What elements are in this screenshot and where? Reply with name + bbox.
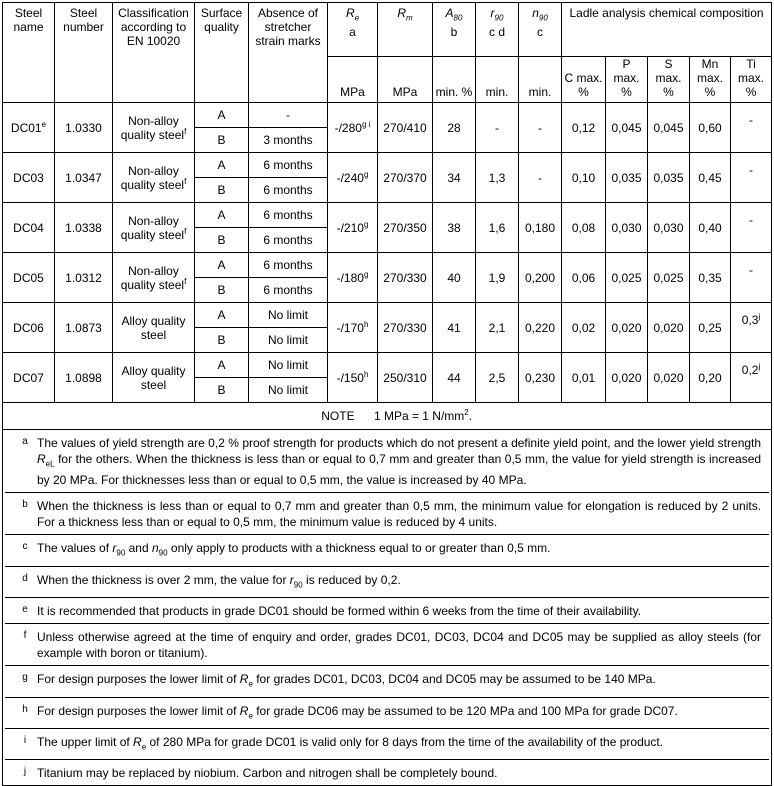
cell-surface-quality: A bbox=[195, 253, 249, 278]
note-text: 1 MPa = 1 $N/mm^2$. bbox=[373, 408, 473, 423]
footnote-mark: c bbox=[22, 541, 28, 553]
header-re: $R_e$ a bbox=[328, 3, 378, 57]
footnote-j bbox=[5, 759, 769, 785]
header-n90: $n_{90}$ c bbox=[519, 3, 562, 57]
footnote-mark: b bbox=[22, 499, 28, 511]
table-row bbox=[3, 353, 772, 378]
cell-rm: 270/330 bbox=[378, 303, 433, 353]
header-a80: $A_{80}$ b bbox=[433, 3, 476, 57]
cell-c: 0,06 bbox=[562, 253, 606, 303]
cell-rm: 250/310 bbox=[378, 353, 433, 403]
header-re-unit: MPa bbox=[328, 57, 378, 103]
footnote-text: When the thickness is over 2 mm, the value for $r_{90}$ is reduced by 0,2. bbox=[37, 572, 401, 590]
cell-s: 0,025 bbox=[648, 253, 690, 303]
cell-steel-number: 1.0873 bbox=[55, 303, 113, 353]
cell-mn: 0,60 bbox=[690, 103, 731, 153]
cell-re: $-/280^{g i}$ bbox=[328, 103, 378, 153]
cell-steel-number: 1.0330 bbox=[55, 103, 113, 153]
cell-rm: 270/370 bbox=[378, 153, 433, 203]
cell-a80: 41 bbox=[433, 303, 476, 353]
cell-steel-name: DC05 bbox=[3, 253, 55, 303]
cell-steel-number: 1.0347 bbox=[55, 153, 113, 203]
cell-a80: 38 bbox=[433, 203, 476, 253]
footnote-c bbox=[5, 534, 769, 565]
cell-absence: 6 months bbox=[249, 228, 328, 253]
cell-s: 0,020 bbox=[648, 303, 690, 353]
cell-classification: Alloy quality steel bbox=[113, 353, 195, 403]
cell-mn: 0,40 bbox=[690, 203, 731, 253]
table-row bbox=[3, 253, 772, 278]
cell-n90: 0,230 bbox=[519, 353, 562, 403]
header-steel-number: Steel number bbox=[55, 3, 113, 103]
cell-a80: 40 bbox=[433, 253, 476, 303]
cell-rm: 270/350 bbox=[378, 203, 433, 253]
cell-ti: - bbox=[731, 203, 772, 253]
cell-classification: Non-alloy quality steel$^f$ bbox=[113, 203, 195, 253]
cell-r90: - bbox=[476, 103, 519, 153]
cell-n90: 0,180 bbox=[519, 203, 562, 253]
cell-c: 0,10 bbox=[562, 153, 606, 203]
cell-mn: 0,20 bbox=[690, 353, 731, 403]
footnote-h bbox=[5, 697, 769, 728]
cell-surface-quality: B bbox=[195, 178, 249, 203]
cell-rm: 270/330 bbox=[378, 253, 433, 303]
header-rm-unit: MPa bbox=[378, 57, 433, 103]
cell-classification: Non-alloy quality steel$^f$ bbox=[113, 103, 195, 153]
cell-ti: 0,3$^j$ bbox=[731, 303, 772, 353]
cell-absence: No limit bbox=[249, 303, 328, 328]
header-p: P max. % bbox=[606, 57, 648, 103]
cell-c: 0,01 bbox=[562, 353, 606, 403]
cell-steel-number: 1.0898 bbox=[55, 353, 113, 403]
cell-surface-quality: A bbox=[195, 303, 249, 328]
header-r90-unit: min. bbox=[476, 57, 519, 103]
cell-surface-quality: B bbox=[195, 128, 249, 153]
cell-c: 0,02 bbox=[562, 303, 606, 353]
footnote-f bbox=[5, 623, 769, 665]
cell-absence: 6 months bbox=[249, 253, 328, 278]
footnote-text: Unless otherwise agreed at the time of enquiry and order, grades DC01, DC03, DC04 and DC05 may be supplied as alloy steels (for example with boron or titanium). bbox=[37, 630, 762, 661]
header-classification: Classification according to EN 10020 bbox=[113, 3, 195, 103]
cell-absence: No limit bbox=[249, 353, 328, 378]
header-mn: Mn max. % bbox=[690, 57, 731, 103]
cell-absence: No limit bbox=[249, 378, 328, 403]
footnotes-row bbox=[3, 430, 772, 786]
footnote-e bbox=[5, 597, 769, 623]
cell-n90: - bbox=[519, 103, 562, 153]
cell-surface-quality: B bbox=[195, 228, 249, 253]
cell-a80: 28 bbox=[433, 103, 476, 153]
footnote-mark: d bbox=[22, 572, 28, 584]
footnote-b bbox=[5, 492, 769, 534]
footnote-text: When the thickness is less than or equal to 0,7 mm and greater than 0,5 mm, the minimum value for elongation is reduced by 2 units. For a thickness less than or equal to 0,5 mm, the minimum value is reduced by 4 units. bbox=[37, 499, 762, 530]
footnotes-cell bbox=[3, 430, 772, 786]
cell-ti: 0,2$^j$ bbox=[731, 353, 772, 403]
cell-n90: - bbox=[519, 153, 562, 203]
cell-ti: - bbox=[731, 253, 772, 303]
header-ladle-analysis: Ladle analysis chemical composition bbox=[562, 3, 772, 57]
cell-steel-name: DC06 bbox=[3, 303, 55, 353]
cell-p: 0,045 bbox=[606, 103, 648, 153]
table-row bbox=[3, 203, 772, 228]
document-page bbox=[2, 2, 771, 786]
footnote-text: The upper limit of $R_e$ of 280 MPa for grade DC01 is valid only for 8 days from the time of the availability of the product. bbox=[37, 734, 664, 752]
table-row bbox=[3, 103, 772, 128]
cell-p: 0,030 bbox=[606, 203, 648, 253]
header-ti: Ti max. % bbox=[731, 57, 772, 103]
cell-s: 0,030 bbox=[648, 203, 690, 253]
cell-p: 0,020 bbox=[606, 303, 648, 353]
cell-re: -/180$^g$ bbox=[328, 253, 378, 303]
header-c: C max. % bbox=[562, 57, 606, 103]
cell-mn: 0,45 bbox=[690, 153, 731, 203]
cell-r90: 1,6 bbox=[476, 203, 519, 253]
cell-mn: 0,35 bbox=[690, 253, 731, 303]
cell-absence: - bbox=[249, 103, 328, 128]
cell-re: -/240$^g$ bbox=[328, 153, 378, 203]
footnote-mark: j bbox=[23, 766, 27, 778]
cell-surface-quality: A bbox=[195, 203, 249, 228]
header-n90-unit: min. bbox=[519, 57, 562, 103]
cell-absence: No limit bbox=[249, 328, 328, 353]
footnote-i bbox=[5, 728, 769, 759]
header-s: S max. % bbox=[648, 57, 690, 103]
cell-p: 0,025 bbox=[606, 253, 648, 303]
cell-r90: 1,3 bbox=[476, 153, 519, 203]
header-a80-unit: min. % bbox=[433, 57, 476, 103]
cell-ti: - bbox=[731, 153, 772, 203]
cell-surface-quality: A bbox=[195, 353, 249, 378]
cell-rm: 270/410 bbox=[378, 103, 433, 153]
cell-ti: - bbox=[731, 103, 772, 153]
header-r90: $r_{90}$ c d bbox=[476, 3, 519, 57]
cell-c: 0,08 bbox=[562, 203, 606, 253]
grade-rows bbox=[3, 103, 772, 403]
footnote-mark: g bbox=[22, 672, 28, 684]
footnote-text: For design purposes the lower limit of $R_e$ for grade DC06 may be assumed to be 120 MPa and 100 MPa for grade DC07. bbox=[37, 703, 678, 720]
header-row-1 bbox=[3, 3, 772, 57]
table-row bbox=[3, 303, 772, 328]
note-row bbox=[3, 403, 772, 430]
header-steel-name: Steel name bbox=[3, 3, 55, 103]
cell-steel-number: 1.0312 bbox=[55, 253, 113, 303]
cell-r90: 2,5 bbox=[476, 353, 519, 403]
cell-absence: 6 months bbox=[249, 203, 328, 228]
cell-c: 0,12 bbox=[562, 103, 606, 153]
table-row bbox=[3, 153, 772, 178]
cell-s: 0,045 bbox=[648, 103, 690, 153]
footnote-mark: e bbox=[22, 604, 28, 616]
footnote-a bbox=[5, 430, 769, 492]
note-cell bbox=[3, 403, 772, 430]
cell-p: 0,035 bbox=[606, 153, 648, 203]
cell-absence: 6 months bbox=[249, 278, 328, 303]
cell-surface-quality: A bbox=[195, 103, 249, 128]
cell-r90: 2,1 bbox=[476, 303, 519, 353]
footnote-mark: a bbox=[22, 436, 28, 447]
cell-steel-name: DC01e bbox=[3, 103, 55, 153]
cell-classification: Alloy quality steel bbox=[113, 303, 195, 353]
cell-classification: Non-alloy quality steel$^f$ bbox=[113, 253, 195, 303]
footnote-text: The values of yield strength are 0,2 % proof strength for products which do not present a definite yield point, and the lower yield strength $R_{eL}$ for the others. When the thickness is less than or equal to 0,7 mm and greater than 0,5 mm, the value for yield strength is increased by 20 MPa. For thicknesses less than or equal to 0,5 mm, the value is increased by 40 MPa. bbox=[37, 436, 762, 488]
header-absence: Absence of stretcher strain marks bbox=[249, 3, 328, 103]
cell-p: 0,020 bbox=[606, 353, 648, 403]
cell-mn: 0,25 bbox=[690, 303, 731, 353]
cell-s: 0,020 bbox=[648, 353, 690, 403]
cell-absence: 6 months bbox=[249, 178, 328, 203]
cell-re: -/170$^h$ bbox=[328, 303, 378, 353]
cell-r90: 1,9 bbox=[476, 253, 519, 303]
footnote-text: The values of $r_{90}$ and $n_{90}$ only apply to products with a thickness equal to or greater than 0,5 mm. bbox=[37, 541, 551, 558]
header-surface-quality: Surface quality bbox=[195, 3, 249, 103]
footnote-mark: f bbox=[23, 630, 27, 642]
footnote-mark: i bbox=[23, 734, 27, 746]
cell-a80: 44 bbox=[433, 353, 476, 403]
cell-n90: 0,220 bbox=[519, 303, 562, 353]
header-rm: $R_m$ bbox=[378, 3, 433, 57]
cell-surface-quality: B bbox=[195, 278, 249, 303]
steel-grades-table bbox=[2, 2, 772, 786]
cell-absence: 3 months bbox=[249, 128, 328, 153]
cell-surface-quality: B bbox=[195, 328, 249, 353]
footnote-g bbox=[5, 665, 769, 696]
cell-steel-number: 1.0338 bbox=[55, 203, 113, 253]
cell-surface-quality: A bbox=[195, 153, 249, 178]
cell-classification: Non-alloy quality steel$^f$ bbox=[113, 153, 195, 203]
cell-s: 0,035 bbox=[648, 153, 690, 203]
footnote-text: For design purposes the lower limit of $R_e$ for grades DC01, DC03, DC04 and DC05 may be assumed to be 140 MPa. bbox=[37, 672, 656, 689]
cell-re: -/210$^g$ bbox=[328, 203, 378, 253]
cell-absence: 6 months bbox=[249, 153, 328, 178]
note-label: NOTE bbox=[321, 409, 355, 423]
cell-steel-name: DC07 bbox=[3, 353, 55, 403]
cell-steel-name: DC03 bbox=[3, 153, 55, 203]
footnote-text: Titanium may be replaced by niobium. Carbon and nitrogen shall be completely bound. bbox=[37, 766, 498, 781]
cell-surface-quality: B bbox=[195, 378, 249, 403]
footnote-mark: h bbox=[22, 703, 28, 715]
cell-n90: 0,200 bbox=[519, 253, 562, 303]
cell-re: -/150$^h$ bbox=[328, 353, 378, 403]
footnote-text: It is recommended that products in grade DC01 should be formed within 6 weeks from the time of their availability. bbox=[37, 604, 642, 619]
footnote-d bbox=[5, 566, 769, 597]
cell-steel-name: DC04 bbox=[3, 203, 55, 253]
cell-a80: 34 bbox=[433, 153, 476, 203]
